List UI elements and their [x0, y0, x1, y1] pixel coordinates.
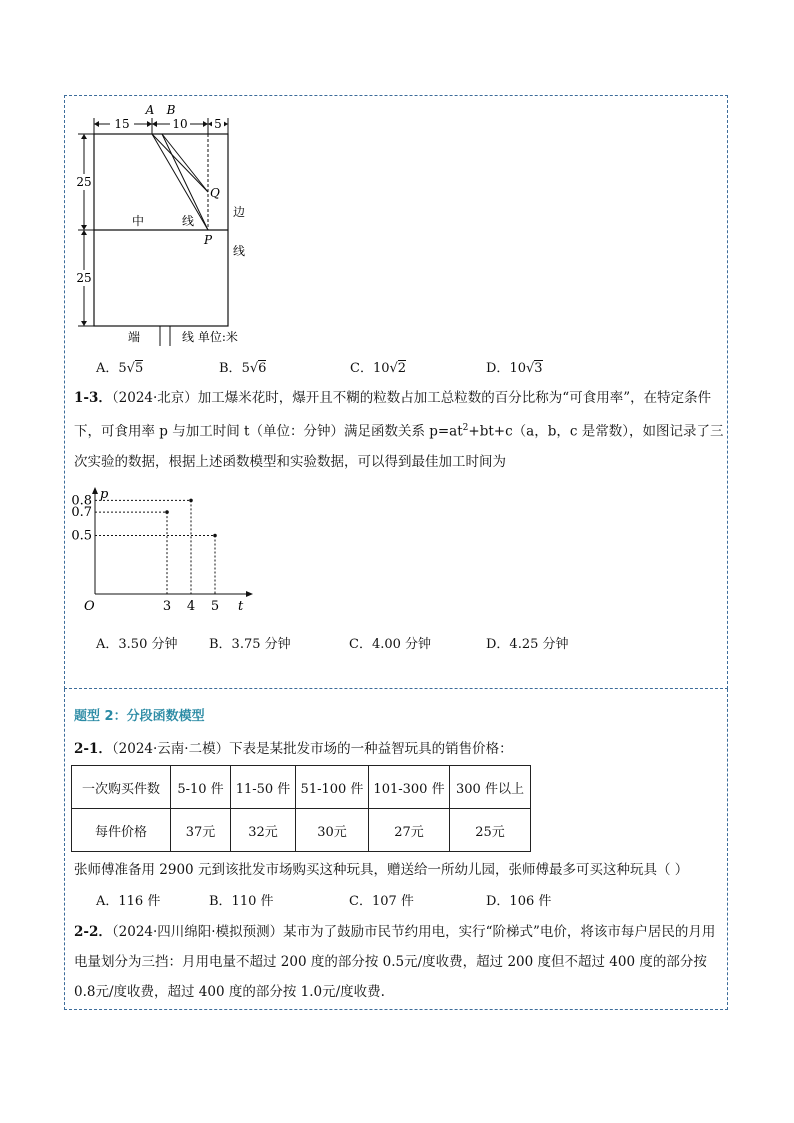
- y-tick-label: 0.7: [71, 505, 92, 521]
- end-label-1: 端: [127, 330, 141, 344]
- question-text-2: +bt+c（a，b，c 是常数），如图记录了三次实验的数据，根据上述函数模型和实验数据，可以得到最佳加工时间为: [74, 423, 724, 470]
- question-source: （2024·云南·二模）: [111, 741, 230, 757]
- table-cell: 30元: [296, 809, 369, 852]
- option-d[interactable]: D．4.25 分钟: [486, 637, 569, 652]
- dim-top-3: 5: [214, 117, 222, 131]
- point-b-label: B: [166, 103, 176, 117]
- x-tick-label: 3: [162, 599, 172, 614]
- question-text: 下表是某批发市场的一种益智玩具的销售价格：: [229, 741, 513, 757]
- table-row: [72, 809, 531, 852]
- option-d[interactable]: D．106 件: [486, 894, 552, 909]
- dim-top-1: 15: [114, 117, 130, 131]
- x-tick-label: 5: [210, 599, 220, 614]
- option-b[interactable]: B．110 件: [209, 894, 274, 909]
- table-row: [72, 766, 531, 809]
- q2-1-options: [96, 890, 696, 910]
- option-a[interactable]: A．3.50 分钟: [96, 637, 178, 652]
- point-p-label: P: [204, 233, 213, 247]
- popcorn-chart: [70, 482, 260, 618]
- option-a[interactable]: A．116 件: [96, 894, 161, 909]
- table-cell: 37元: [171, 809, 231, 852]
- exponent: 2: [462, 423, 469, 433]
- table-cell: 一次购买件数: [72, 766, 171, 809]
- option-b[interactable]: B．5√6: [219, 361, 267, 376]
- end-label-2: 线 单位:米: [182, 330, 238, 344]
- question-1-3: [74, 383, 724, 477]
- option-d[interactable]: D．10√3: [486, 361, 543, 376]
- table-cell: 27元: [369, 809, 450, 852]
- point-q-label: Q: [210, 186, 220, 200]
- question-text: 加工爆米花时，爆开且不糊的粒数占加工总粒数的百分比称为“可食用率”，在特定条件下，可食用率 p 与加工时间 t（单位：分钟）满足函数关系 p=at: [74, 390, 712, 440]
- table-cell: 101-300 件: [369, 766, 450, 809]
- q1-2-options: [96, 357, 696, 377]
- table-cell: 25元: [450, 809, 531, 852]
- table-cell: 每件价格: [72, 809, 171, 852]
- y-tick-label: 0.8: [71, 493, 92, 509]
- question-2-1: [74, 734, 724, 764]
- question-2-1-text: 张师傅准备用 2900 元到该批发市场购买这种玩具，赠送给一所幼儿园，张师傅最多可买这种玩具（ ）: [74, 862, 689, 878]
- origin-label: O: [84, 599, 95, 614]
- question-number: 1-3．: [74, 390, 112, 406]
- question-source: （2024·四川绵阳·模拟预测）: [111, 924, 284, 940]
- midline-label-1: 中: [131, 214, 145, 228]
- y-tick-label: 0.5: [71, 528, 92, 544]
- section-title: 题型 2：分段函数模型: [74, 709, 205, 724]
- dim-left-1: 25: [76, 175, 92, 189]
- side-label-1: 边: [232, 205, 246, 219]
- question-number: 2-2．: [74, 924, 112, 940]
- point-a-label: A: [145, 103, 155, 117]
- option-c[interactable]: C．107 件: [349, 894, 414, 909]
- table-cell: 51-100 件: [296, 766, 369, 809]
- option-c[interactable]: C．10√2: [350, 361, 407, 376]
- dim-top-2: 10: [172, 117, 188, 131]
- question-source: （2024·北京）: [111, 390, 198, 406]
- midline-label-2: 线: [181, 214, 195, 228]
- y-axis-label: p: [100, 487, 109, 502]
- table-cell: 11-50 件: [231, 766, 296, 809]
- x-axis-label: t: [238, 599, 244, 614]
- question-2-2: [74, 917, 724, 1007]
- data-point: [189, 499, 193, 503]
- x-tick-label: 4: [186, 599, 196, 614]
- option-c[interactable]: C．4.00 分钟: [349, 637, 432, 652]
- question-number: 2-1．: [74, 741, 112, 757]
- q1-3-options: [96, 633, 696, 653]
- table-cell: 5-10 件: [171, 766, 231, 809]
- data-point: [213, 534, 217, 538]
- option-b[interactable]: B．3.75 分钟: [209, 637, 291, 652]
- field-diagram: [66, 100, 266, 350]
- table-cell: 32元: [231, 809, 296, 852]
- price-table: [71, 765, 531, 852]
- table-cell: 300 件以上: [450, 766, 531, 809]
- question-text: 某市为了鼓励市民节约用电，实行“阶梯式”电价，将该市每户居民的月用电量划分为三挡：月用电量不超过 200 度的部分按 0.5元/度收费，超过 200 度但不超过 400 度的部分按 0.8元/度收费，超过 400 度的部分按 1.0元/度收费.: [74, 924, 716, 1000]
- dim-left-2: 25: [76, 271, 92, 285]
- side-label-2: 线: [232, 244, 246, 258]
- data-point: [165, 510, 169, 514]
- option-a[interactable]: A．5√5: [96, 361, 144, 376]
